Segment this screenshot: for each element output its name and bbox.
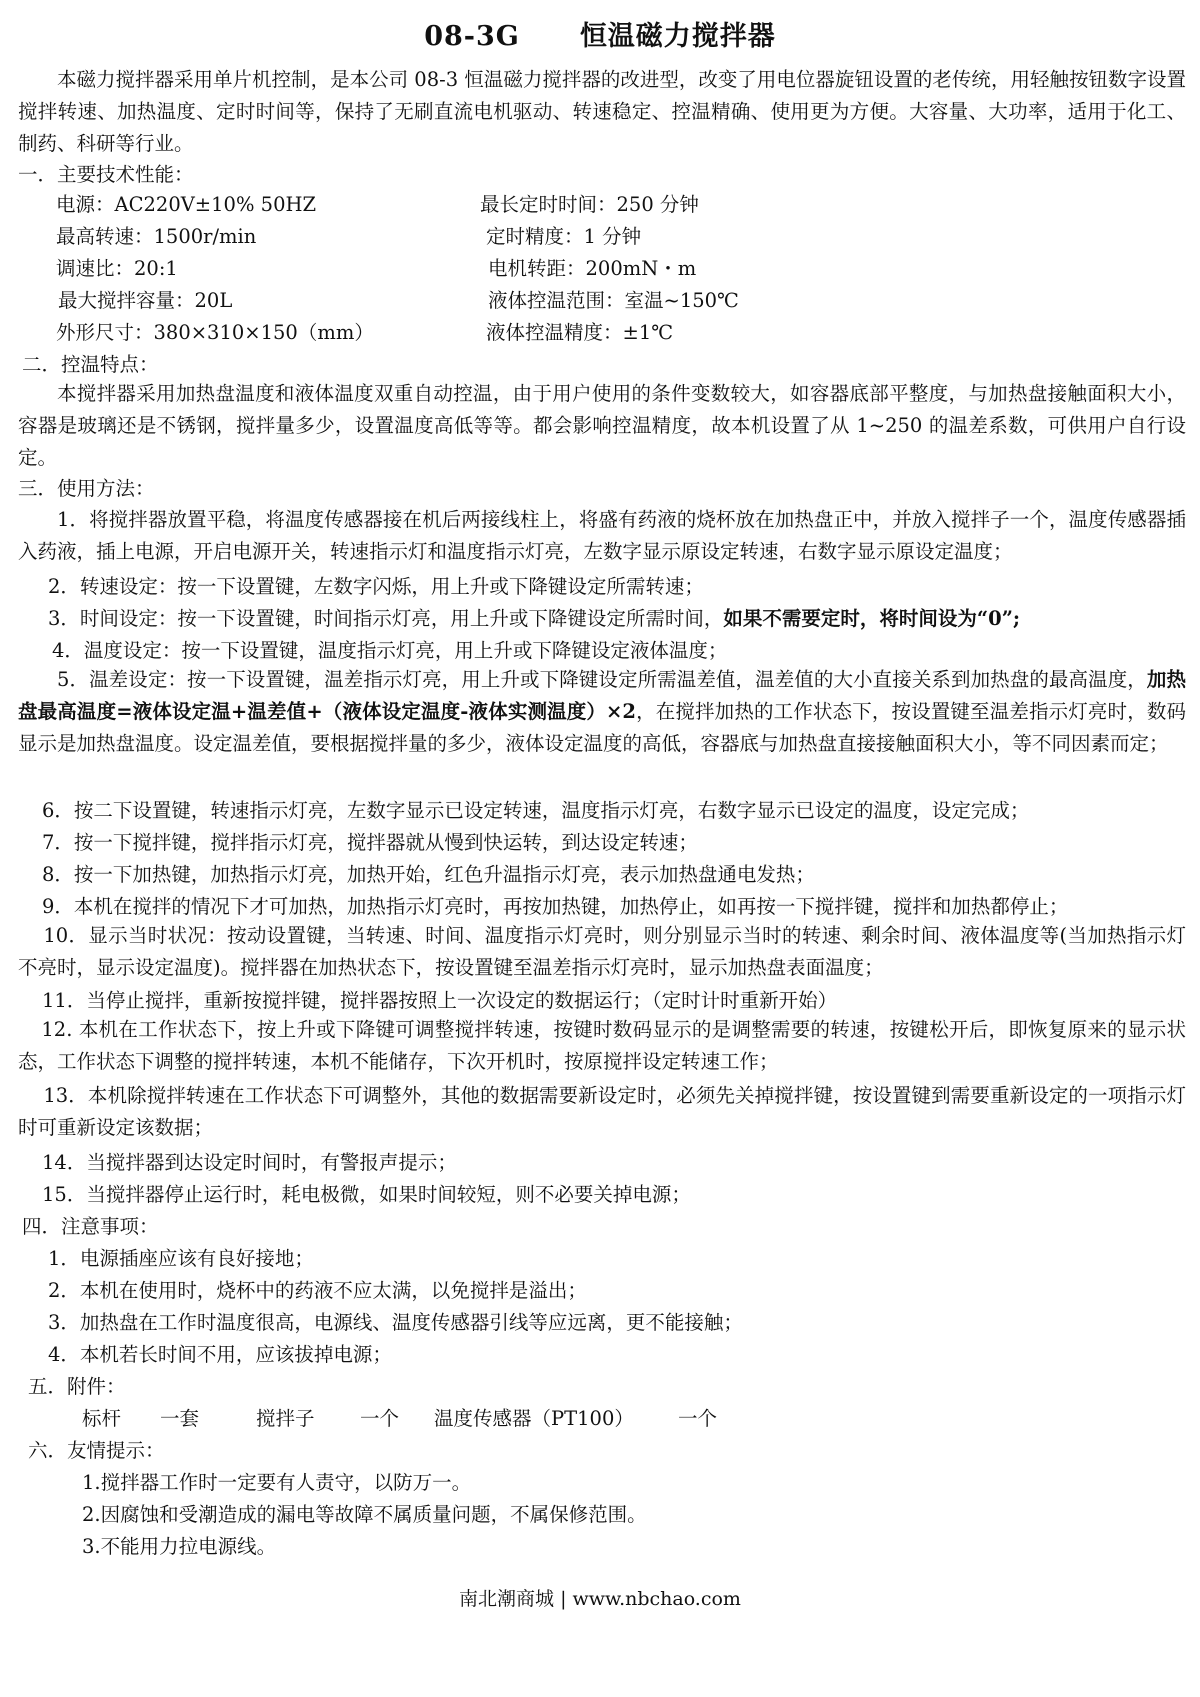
notes-heading: 四．注意事项：: [22, 1215, 159, 1238]
spec-left-2: 调速比：20:1: [56, 257, 178, 280]
usage-item-12: 12. 本机在工作状态下，按上升或下降键可调整搅拌转速，按键时数码显示的是调整需要的转速，按键松开后，即恢复原来的显示状态，工作状态下调整的搅拌转速，本机不能储存，下次开机时，按原搅拌设定转速工作；: [18, 1018, 1186, 1073]
spec-left-3: 最大搅拌容量：20L: [58, 289, 233, 312]
usage-item-3: [48, 606, 1020, 632]
accessories-heading: 五．附件：: [28, 1375, 126, 1398]
accessory-qty-2: 一个: [360, 1407, 400, 1430]
accessory-name-1: 标杆: [82, 1407, 122, 1430]
accessory-name-2: 搅拌子: [256, 1407, 315, 1430]
usage-item-5-rest: ，在搅拌加热的工作状态下，按设置键至温差指示灯亮时，数码显示是加热盘温度。设定温差值，要根据搅拌量的多少，液体设定温度的高低，容器底与加热盘直接接触面积大小，等不同因素而定；: [18, 699, 1186, 755]
usage-item-15: 15．当搅拌器停止运行时，耗电极微，如果时间较短，则不必要关掉电源；: [42, 1183, 691, 1206]
note-item-2: 2．本机在使用时，烧杯中的药液不应太满，以免搅拌是溢出；: [48, 1279, 587, 1302]
spec-left-4: 外形尺寸：380×310×150（mm）: [56, 321, 374, 344]
usage-item-3-bold: 如果不需要定时，将时间设为“0”;: [723, 607, 1021, 630]
usage-item-4: 4．温度设定：按一下设置键，温度指示灯亮，用上升或下降键设定液体温度；: [52, 639, 728, 662]
temp-control-heading: 二．控温特点：: [22, 353, 159, 376]
accessory-qty-3: 一个: [678, 1407, 718, 1430]
usage-heading: 三．使用方法：: [18, 477, 155, 500]
spec-right-4: 液体控温精度：±1℃: [486, 321, 674, 344]
usage-item-2: 2．转速设定：按一下设置键，左数字闪烁，用上升或下降键设定所需转速；: [48, 575, 704, 598]
tip-item-3: 3.不能用力拉电源线。: [82, 1535, 277, 1558]
usage-item-5-text: 5．温差设定：按一下设置键，温差指示灯亮，用上升或下降键设定所需温差值，温差值的大小直接关系到加热盘的最高温度，: [57, 668, 1147, 691]
note-item-3: 3．加热盘在工作时温度很高，电源线、温度传感器引线等应远离，更不能接触；: [48, 1311, 743, 1334]
accessory-qty-1: 一套: [160, 1407, 200, 1430]
product-name: 恒温磁力搅拌器: [579, 21, 776, 52]
spec-right-2: 电机转距：200mN・m: [488, 257, 697, 280]
accessory-name-3: 温度传感器（PT100）: [434, 1407, 634, 1430]
document-title: [0, 14, 1200, 53]
usage-item-6: 6．按二下设置键，转速指示灯亮，左数字显示已设定转速，温度指示灯亮，右数字显示已设定的温度，设定完成；: [42, 799, 1030, 822]
specs-heading: 一．主要技术性能：: [18, 163, 194, 186]
note-item-1: 1．电源插座应该有良好接地；: [48, 1247, 314, 1270]
tip-item-1: 1.搅拌器工作时一定要有人责守，以防万一。: [82, 1471, 472, 1494]
note-item-4: 4．本机若长时间不用，应该拔掉电源；: [48, 1343, 392, 1366]
usage-item-7: 7．按一下搅拌键，搅拌指示灯亮，搅拌器就从慢到快运转，到达设定转速；: [42, 831, 698, 854]
usage-item-5: [18, 664, 1186, 759]
intro-paragraph: 本磁力搅拌器采用单片机控制，是本公司 08-3 恒温磁力搅拌器的改进型，改变了用电位器旋钮设置的老传统，用轻触按钮数字设置搅拌转速、加热温度、定时时间等，保持了无刷直流电机驱动、转速稳定、控温精确、使用更为方便。大容量、大功率，适用于化工、制药、科研等行业。: [18, 68, 1186, 155]
usage-item-14: 14．当搅拌器到达设定时间时，有警报声提示；: [42, 1151, 457, 1174]
spec-right-0: 最长定时时间：250 分钟: [480, 193, 699, 216]
spec-left-1: 最高转速：1500r/min: [56, 225, 257, 248]
usage-item-11: 11．当停止搅拌，重新按搅拌键，搅拌器按照上一次设定的数据运行；（定时计时重新开始）: [42, 989, 838, 1012]
footer-source: 南北潮商城 | www.nbchao.com: [459, 1588, 741, 1610]
usage-item-8: 8．按一下加热键，加热指示灯亮，加热开始，红色升温指示灯亮，表示加热盘通电发热；: [42, 863, 815, 886]
spec-right-3: 液体控温范围：室温~150℃: [488, 289, 739, 312]
temp-control-paragraph: 本搅拌器采用加热盘温度和液体温度双重自动控温，由于用户使用的条件变数较大，如容器底部平整度，与加热盘接触面积大小，容器是玻璃还是不锈钢，搅拌量多少，设置温度高低等等。都会影响控温精度，故本机设置了从 1~250 的温差系数，可供用户自行设定。: [18, 382, 1186, 469]
usage-item-13: 13．本机除搅拌转速在工作状态下可调整外，其他的数据需要新设定时，必须先关掉搅拌键，按设置键到需要重新设定的一项指示灯时可重新设定该数据；: [18, 1084, 1186, 1139]
spec-left-0: 电源：AC220V±10% 50HZ: [56, 193, 317, 216]
model-code: 08-3G: [424, 21, 520, 52]
usage-item-3-text: 3．时间设定：按一下设置键，时间指示灯亮，用上升或下降键设定所需时间，: [48, 607, 724, 630]
tips-heading: 六．友情提示：: [28, 1439, 165, 1462]
usage-item-9: 9．本机在搅拌的情况下才可加热，加热指示灯亮时，再按加热键，加热停止，如再按一下搅拌键，搅拌和加热都停止；: [42, 895, 1069, 918]
spec-right-1: 定时精度：1 分钟: [486, 225, 642, 248]
usage-item-5-formula: 加热盘最高温度=液体设定温+温差值+（液体设定温度-液体实测温度）×2: [18, 668, 1186, 723]
tip-item-2: 2.因腐蚀和受潮造成的漏电等故障不属质量问题，不属保修范围。: [82, 1503, 647, 1526]
usage-item-1: 1．将搅拌器放置平稳，将温度传感器接在机后两接线柱上，将盛有药液的烧杯放在加热盘正中，并放入搅拌子一个，温度传感器插入药液，插上电源，开启电源开关，转速指示灯和温度指示灯亮，左数字显示原设定转速，右数字显示原设定温度；: [18, 508, 1186, 563]
usage-item-10: 10．显示当时状况：按动设置键，当转速、时间、温度指示灯亮时，则分别显示当时的转速、剩余时间、液体温度等(当加热指示灯不亮时，显示设定温度)。搅拌器在加热状态下，按设置键至温差指示灯亮时，显示加热盘表面温度；: [18, 924, 1186, 979]
